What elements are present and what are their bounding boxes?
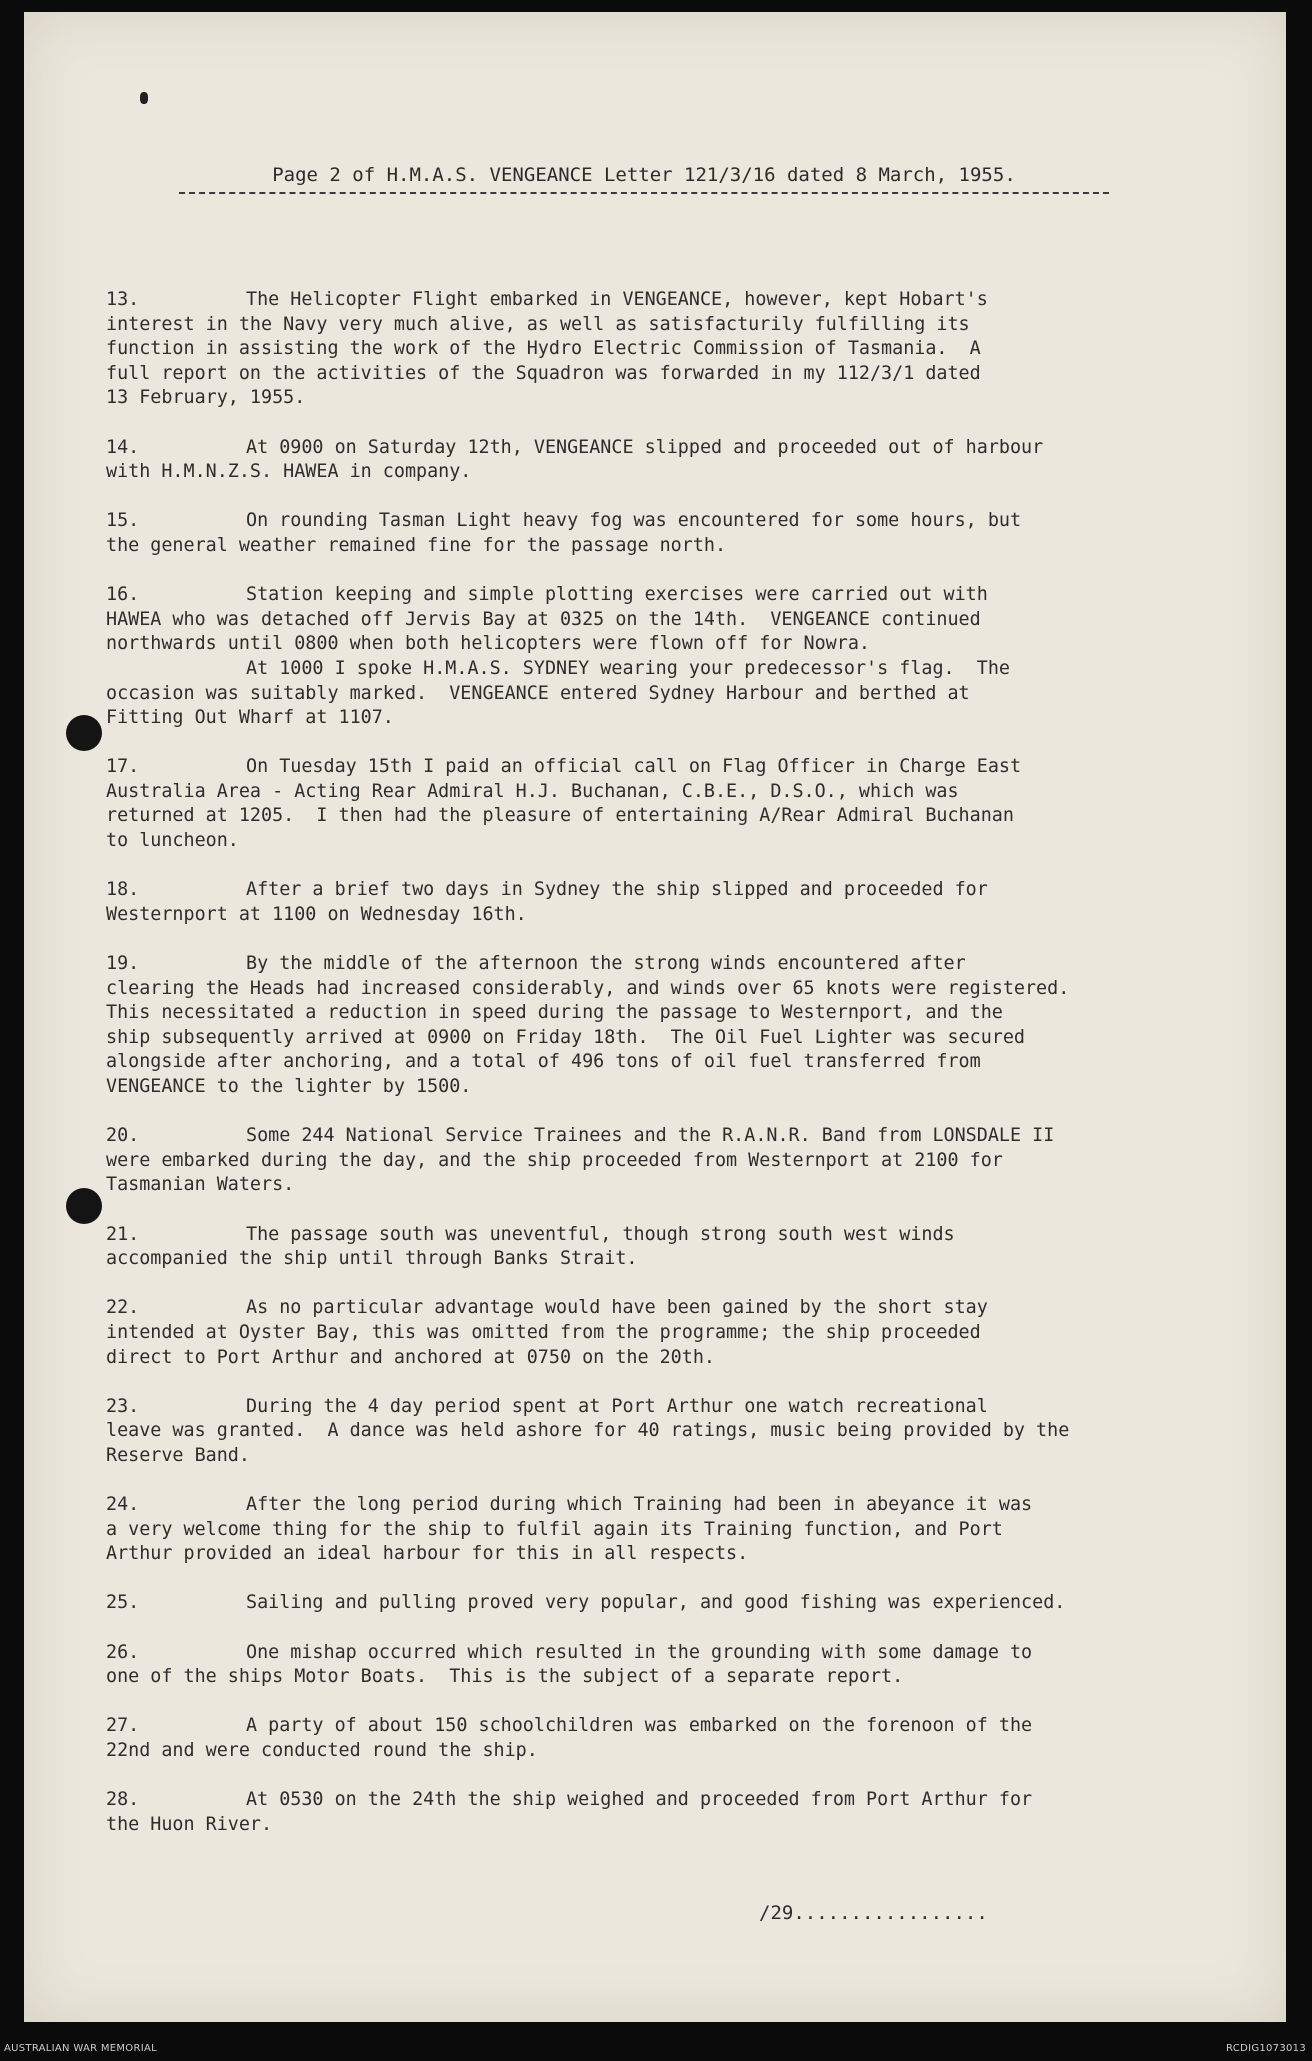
paragraph-line [106, 1813, 1236, 1838]
line-text: Sailing and pulling proved very popular, and good fishing was experienced. [246, 1592, 1066, 1614]
paragraph-number: 15. [106, 510, 140, 532]
line-text: Australia Area - Acting Rear Admiral H.J. Buchanan, C.B.E., D.S.O., which was [106, 780, 959, 802]
paragraph-line [106, 903, 1236, 928]
paragraph-line [106, 878, 1236, 903]
paragraph-line [106, 952, 1236, 977]
line-text: the general weather remained fine for the passage north. [106, 534, 727, 556]
paragraph-line [106, 460, 1236, 485]
paragraph-line [106, 682, 1236, 707]
paragraph-line [106, 1124, 1236, 1149]
continuation-marker: /29................. [759, 1902, 988, 1924]
paragraph [106, 1223, 1236, 1272]
line-text: 22nd and were conducted round the ship. [106, 1740, 538, 1762]
line-text: function in assisting the work of the Hydro Electric Commission of Tasmania. A [106, 338, 981, 360]
paragraph [106, 1124, 1236, 1198]
line-text: to luncheon. [106, 830, 239, 852]
line-text: clearing the Heads had increased considerably, and winds over 65 knots were registered. [106, 977, 1070, 999]
paragraph [106, 288, 1236, 411]
line-text: intended at Oyster Bay, this was omitted from the programme; the ship proceeded [106, 1321, 981, 1343]
line-text: The passage south was uneventful, though strong south west winds [246, 1223, 955, 1245]
line-text: After a brief two days in Sydney the ship slipped and proceeded for [246, 879, 988, 901]
line-text: one of the ships Motor Boats. This is the subject of a separate report. [106, 1666, 904, 1688]
line-text: direct to Port Arthur and anchored at 0750 on the 20th. [106, 1346, 715, 1368]
paragraph-line [106, 534, 1236, 559]
line-text: This necessitated a reduction in speed during the passage to Westernport, and the [106, 1002, 1003, 1024]
paragraph-line [106, 509, 1236, 534]
line-text: were embarked during the day, and the ship proceeded from Westernport at 2100 for [106, 1149, 1003, 1171]
paragraph-line [106, 1518, 1236, 1543]
paragraph-line [106, 436, 1236, 461]
paragraph-line [106, 977, 1236, 1002]
line-text: accompanied the ship until through Banks Strait. [106, 1248, 638, 1270]
paragraph-line [106, 1542, 1236, 1567]
paragraph-number: 23. [106, 1395, 140, 1417]
paragraph-number: 25. [106, 1592, 140, 1614]
line-text: At 0530 on the 24th the ship weighed and proceeded from Port Arthur for [246, 1789, 1033, 1811]
line-text: leave was granted. A dance was held ashore for 40 ratings, music being provided by the [106, 1420, 1070, 1442]
paragraph-line [106, 1026, 1236, 1051]
paragraph-number: 13. [106, 289, 140, 310]
paragraph-line [106, 1665, 1236, 1690]
paragraph [106, 952, 1236, 1100]
paragraph [106, 1296, 1236, 1370]
paragraph-line [106, 1247, 1236, 1272]
paragraph-number: 22. [106, 1297, 140, 1319]
paragraph-line [106, 1346, 1236, 1371]
paragraph-line [106, 755, 1236, 780]
line-text: After the long period during which Training had been in abeyance it was [246, 1494, 1033, 1516]
paragraph-number: 26. [106, 1641, 140, 1663]
line-text: VENGEANCE to the lighter by 1500. [106, 1076, 472, 1097]
line-text: Reserve Band. [106, 1444, 250, 1466]
paragraph-line [106, 1591, 1236, 1616]
paragraph-line [106, 1321, 1236, 1346]
paragraph [106, 1395, 1236, 1469]
paragraph-line [106, 1050, 1236, 1075]
paragraph-line [106, 1493, 1236, 1518]
paragraph-line [106, 1223, 1236, 1248]
paragraph-number: 28. [106, 1789, 140, 1811]
paragraph-line [106, 657, 1236, 682]
line-text: the Huon River. [106, 1813, 273, 1835]
line-text: Tasmanian Waters. [106, 1174, 295, 1196]
paragraph-line [106, 362, 1236, 387]
punch-hole-bottom [66, 1188, 102, 1224]
paragraph-line [106, 608, 1236, 633]
paragraph-line [106, 1641, 1236, 1666]
paragraph-line [106, 780, 1236, 805]
paragraph [106, 1591, 1236, 1616]
line-text: By the middle of the afternoon the strong winds encountered after [246, 953, 966, 975]
line-text: alongside after anchoring, and a total of 496 tons of oil fuel transferred from [106, 1051, 981, 1073]
letter-body [106, 288, 1236, 1862]
line-text: ship subsequently arrived at 0900 on Friday 18th. The Oil Fuel Lighter was secured [106, 1026, 1025, 1048]
paragraph-number: 19. [106, 953, 140, 975]
line-text: returned at 1205. I then had the pleasure of entertaining A/Rear Admiral Buchanan [106, 805, 1014, 827]
paragraph-number: 17. [106, 756, 140, 778]
paragraph-line [106, 706, 1236, 731]
paragraph-number: 14. [106, 436, 140, 458]
paragraph [106, 509, 1236, 558]
paragraph-number: 27. [106, 1715, 140, 1737]
line-text: Westernport at 1100 on Wednesday 16th. [106, 903, 527, 925]
paragraph-line [106, 1149, 1236, 1174]
line-text: Station keeping and simple plotting exercises were carried out with [246, 584, 988, 606]
line-text: One mishap occurred which resulted in the grounding with some damage to [246, 1641, 1033, 1663]
paragraph-number: 20. [106, 1125, 140, 1147]
line-text: 13 February, 1955. [106, 387, 306, 409]
paragraph [106, 583, 1236, 731]
line-text: A party of about 150 schoolchildren was embarked on the forenoon of the [246, 1715, 1033, 1737]
line-text: At 0900 on Saturday 12th, VENGEANCE slipped and proceeded out of harbour [246, 436, 1044, 458]
line-text: occasion was suitably marked. VENGEANCE entered Sydney Harbour and berthed at [106, 682, 970, 704]
line-text: with H.M.N.Z.S. HAWEA in company. [106, 461, 472, 483]
paragraph [106, 1714, 1236, 1763]
record-id-caption: RCDIG1073013 [1226, 2043, 1306, 2054]
paragraph-number: 16. [106, 584, 140, 606]
line-text: full report on the activities of the Squadron was forwarded in my 112/3/1 dated [106, 362, 981, 384]
punch-hole-top [66, 715, 102, 751]
paragraph-line [106, 1419, 1236, 1444]
paragraph-line [106, 1444, 1236, 1469]
paragraph [106, 878, 1236, 927]
paragraph-line [106, 1739, 1236, 1764]
paragraph-number: 24. [106, 1494, 140, 1516]
header-rule [179, 192, 1109, 194]
paragraph-number: 21. [106, 1223, 140, 1245]
line-text: As no particular advantage would have been gained by the short stay [246, 1297, 988, 1319]
paragraph-line [106, 1075, 1236, 1100]
archive-caption: AUSTRALIAN WAR MEMORIAL [4, 2043, 157, 2054]
line-text: Some 244 National Service Trainees and the R.A.N.R. Band from LONSDALE II [246, 1125, 1055, 1147]
line-text: Arthur provided an ideal harbour for this in all respects. [106, 1543, 749, 1565]
paragraph [106, 755, 1236, 853]
paragraph-line [106, 804, 1236, 829]
line-text: northwards until 0800 when both helicopters were flown off for Nowra. [106, 633, 870, 655]
line-text: HAWEA who was detached off Jervis Bay at 0325 on the 14th. VENGEANCE continued [106, 608, 981, 630]
paragraph-line [106, 632, 1236, 657]
page-header: Page 2 of H.M.A.S. VENGEANCE Letter 121/3/16 dated 8 March, 1955. [272, 164, 1016, 186]
paragraph [106, 436, 1236, 485]
line-text: Fitting Out Wharf at 1107. [106, 707, 394, 729]
line-text: interest in the Navy very much alive, as well as satisfacturily fulfilling its [106, 313, 970, 335]
line-text: During the 4 day period spent at Port Arthur one watch recreational [246, 1395, 988, 1417]
line-text: On Tuesday 15th I paid an official call on Flag Officer in Charge East [246, 756, 1022, 778]
line-text: a very welcome thing for the ship to fulfil again its Training function, and Port [106, 1518, 1003, 1540]
paragraph [106, 1788, 1236, 1837]
ink-speck [140, 92, 148, 104]
line-text: The Helicopter Flight embarked in VENGEANCE, however, kept Hobart's [246, 289, 988, 310]
paragraph-line [106, 1788, 1236, 1813]
document-page [24, 12, 1286, 2022]
paragraph [106, 1641, 1236, 1690]
paragraph-line [106, 1173, 1236, 1198]
line-text: On rounding Tasman Light heavy fog was encountered for some hours, but [246, 510, 1022, 532]
paragraph-line [106, 337, 1236, 362]
paragraph-line [106, 1395, 1236, 1420]
paragraph [106, 1493, 1236, 1567]
paragraph-line [106, 1296, 1236, 1321]
paragraph-line [106, 1714, 1236, 1739]
paragraph-line [106, 829, 1236, 854]
paragraph-line [106, 288, 1236, 313]
paragraph-line [106, 313, 1236, 338]
paragraph-line [106, 386, 1236, 411]
paragraph-line [106, 583, 1236, 608]
paragraph-line [106, 1001, 1236, 1026]
paragraph-number: 18. [106, 879, 140, 901]
line-text: At 1000 I spoke H.M.A.S. SYDNEY wearing your predecessor's flag. The [246, 657, 1010, 679]
